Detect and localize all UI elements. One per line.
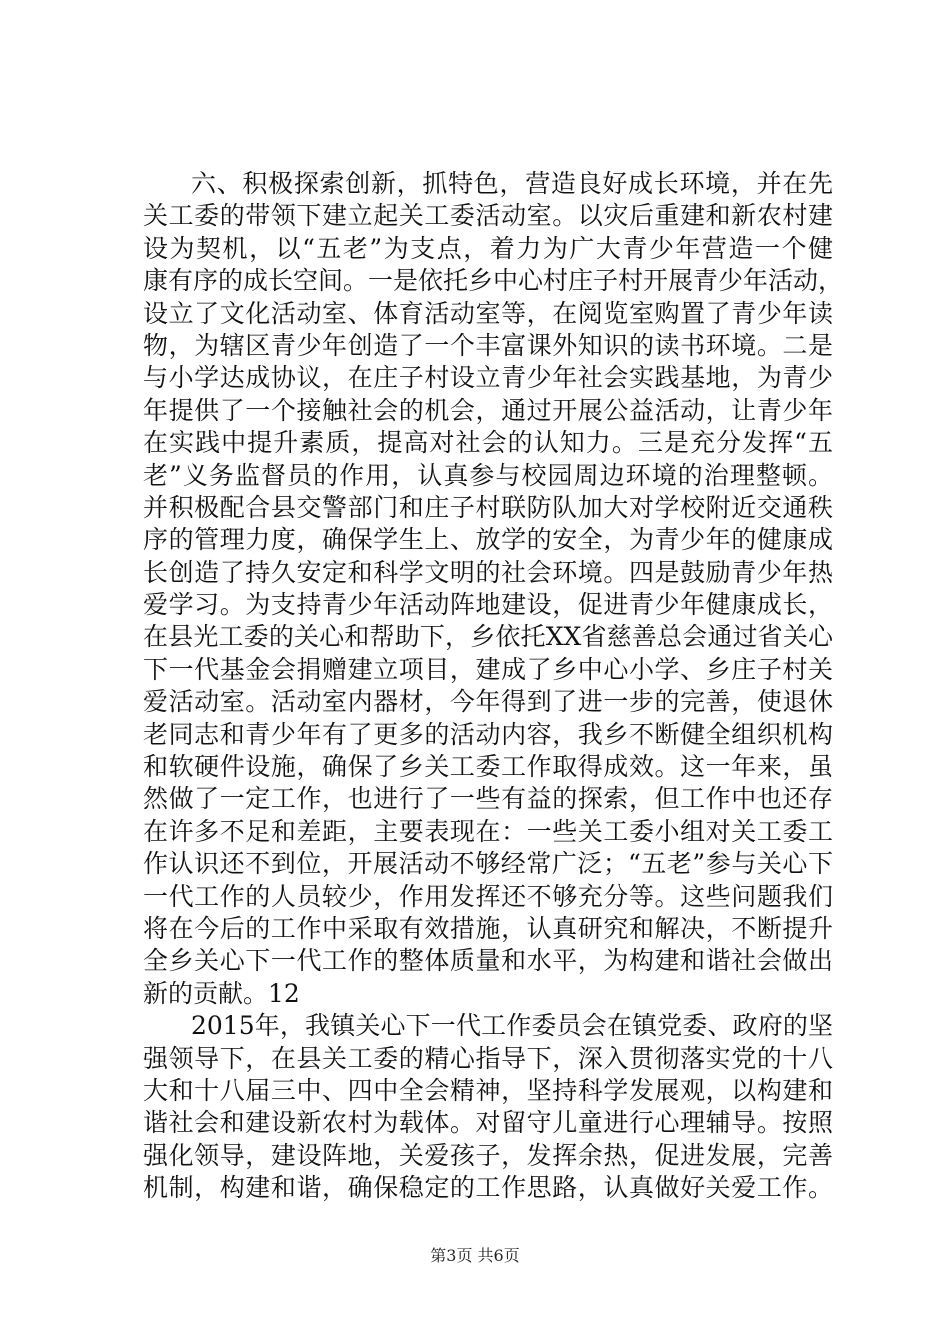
document-body xyxy=(143,168,844,1205)
text-line: 六、积极探索创新，抓特色，营造良好成长环境，并在先 xyxy=(191,169,833,198)
text-line: 与小学达成协议，在庄子村设立青少年社会实践基地，为青少 xyxy=(143,363,833,393)
text-line: 和软硬件设施，确保了乡关工委工作取得成效。这一年来，虽 xyxy=(143,752,833,782)
text-line: 长创造了持久安定和科学文明的社会环境。四是鼓励青少年热 xyxy=(143,557,833,587)
text-line: 序的管理力度，确保学生上、放学的安全，为青少年的健康成 xyxy=(143,525,833,555)
text-line: 下一代基金会捐赠建立项目，建成了乡中心小学、乡庄子村关 xyxy=(143,654,833,684)
text-line: 老”义务监督员的作用，认真参与校园周边环境的治理整顿。 xyxy=(143,460,833,490)
text-line: 在实践中提升素质，提高对社会的认知力。三是充分发挥“五 xyxy=(143,428,833,458)
text-line: 设为契机，以“五老”为支点，着力为广大青少年营造一个健 xyxy=(143,233,833,263)
text-line: 康有序的成长空间。一是依托乡中心村庄子村开展青少年活动， xyxy=(143,266,844,296)
text-line: 强化领导，建设阵地，关爱孩子，发挥余热，促进发展，完善 xyxy=(143,1140,833,1170)
text-line: 2015年，我镇关心下一代工作委员会在镇党委、政府的坚 xyxy=(191,1011,833,1041)
text-line: 作认识还不到位，开展活动不够经常广泛；“五老”参与关心下 xyxy=(143,849,833,879)
text-line: 大和十八届三中、四中全会精神，坚持科学发展观，以构建和 xyxy=(143,1075,833,1105)
text-line: 强领导下，在县关工委的精心指导下，深入贯彻落实党的十八 xyxy=(143,1043,833,1073)
text-line: 新的贡献。12 xyxy=(143,978,300,1008)
page-number: 第3页 共6页 xyxy=(430,1246,520,1265)
text-line: 并积极配合县交警部门和庄子村联防队加大对学校附近交通秩 xyxy=(143,492,833,522)
text-line: 全乡关心下一代工作的整体质量和水平，为构建和谐社会做出 xyxy=(143,946,833,976)
text-line: 然做了一定工作，也进行了一些有益的探索，但工作中也还存 xyxy=(143,784,833,814)
text-line: 关工委的带领下建立起关工委活动室。以灾后重建和新农村建 xyxy=(143,201,833,231)
text-line: 将在今后的工作中采取有效措施，认真研究和解决，不断提升 xyxy=(143,913,833,943)
text-line: 老同志和青少年有了更多的活动内容，我乡不断健全组织机构 xyxy=(143,719,833,749)
text-line: 物，为辖区青少年创造了一个丰富课外知识的读书环境。二是 xyxy=(143,330,833,360)
text-line: 在县光工委的关心和帮助下，乡依托XX省慈善总会通过省关心 xyxy=(143,622,833,652)
text-line: 设立了文化活动室、体育活动室等，在阅览室购置了青少年读 xyxy=(143,298,833,328)
text-line: 谐社会和建设新农村为载体。对留守儿童进行心理辅导。按照 xyxy=(143,1108,833,1138)
text-line: 年提供了一个接触社会的机会，通过开展公益活动，让青少年 xyxy=(143,395,833,425)
text-line: 爱学习。为支持青少年活动阵地建设，促进青少年健康成长， xyxy=(143,590,833,620)
page-footer xyxy=(0,1243,950,1266)
text-line: 机制，构建和谐，确保稳定的工作思路，认真做好关爱工作。 xyxy=(143,1173,833,1203)
text-line: 一代工作的人员较少，作用发挥还不够充分等。这些问题我们 xyxy=(143,881,833,911)
text-line: 爱活动室。活动室内器材，今年得到了进一步的完善，使退休 xyxy=(143,687,833,717)
text-line: 在许多不足和差距，主要表现在：一些关工委小组对关工委工 xyxy=(143,816,833,846)
